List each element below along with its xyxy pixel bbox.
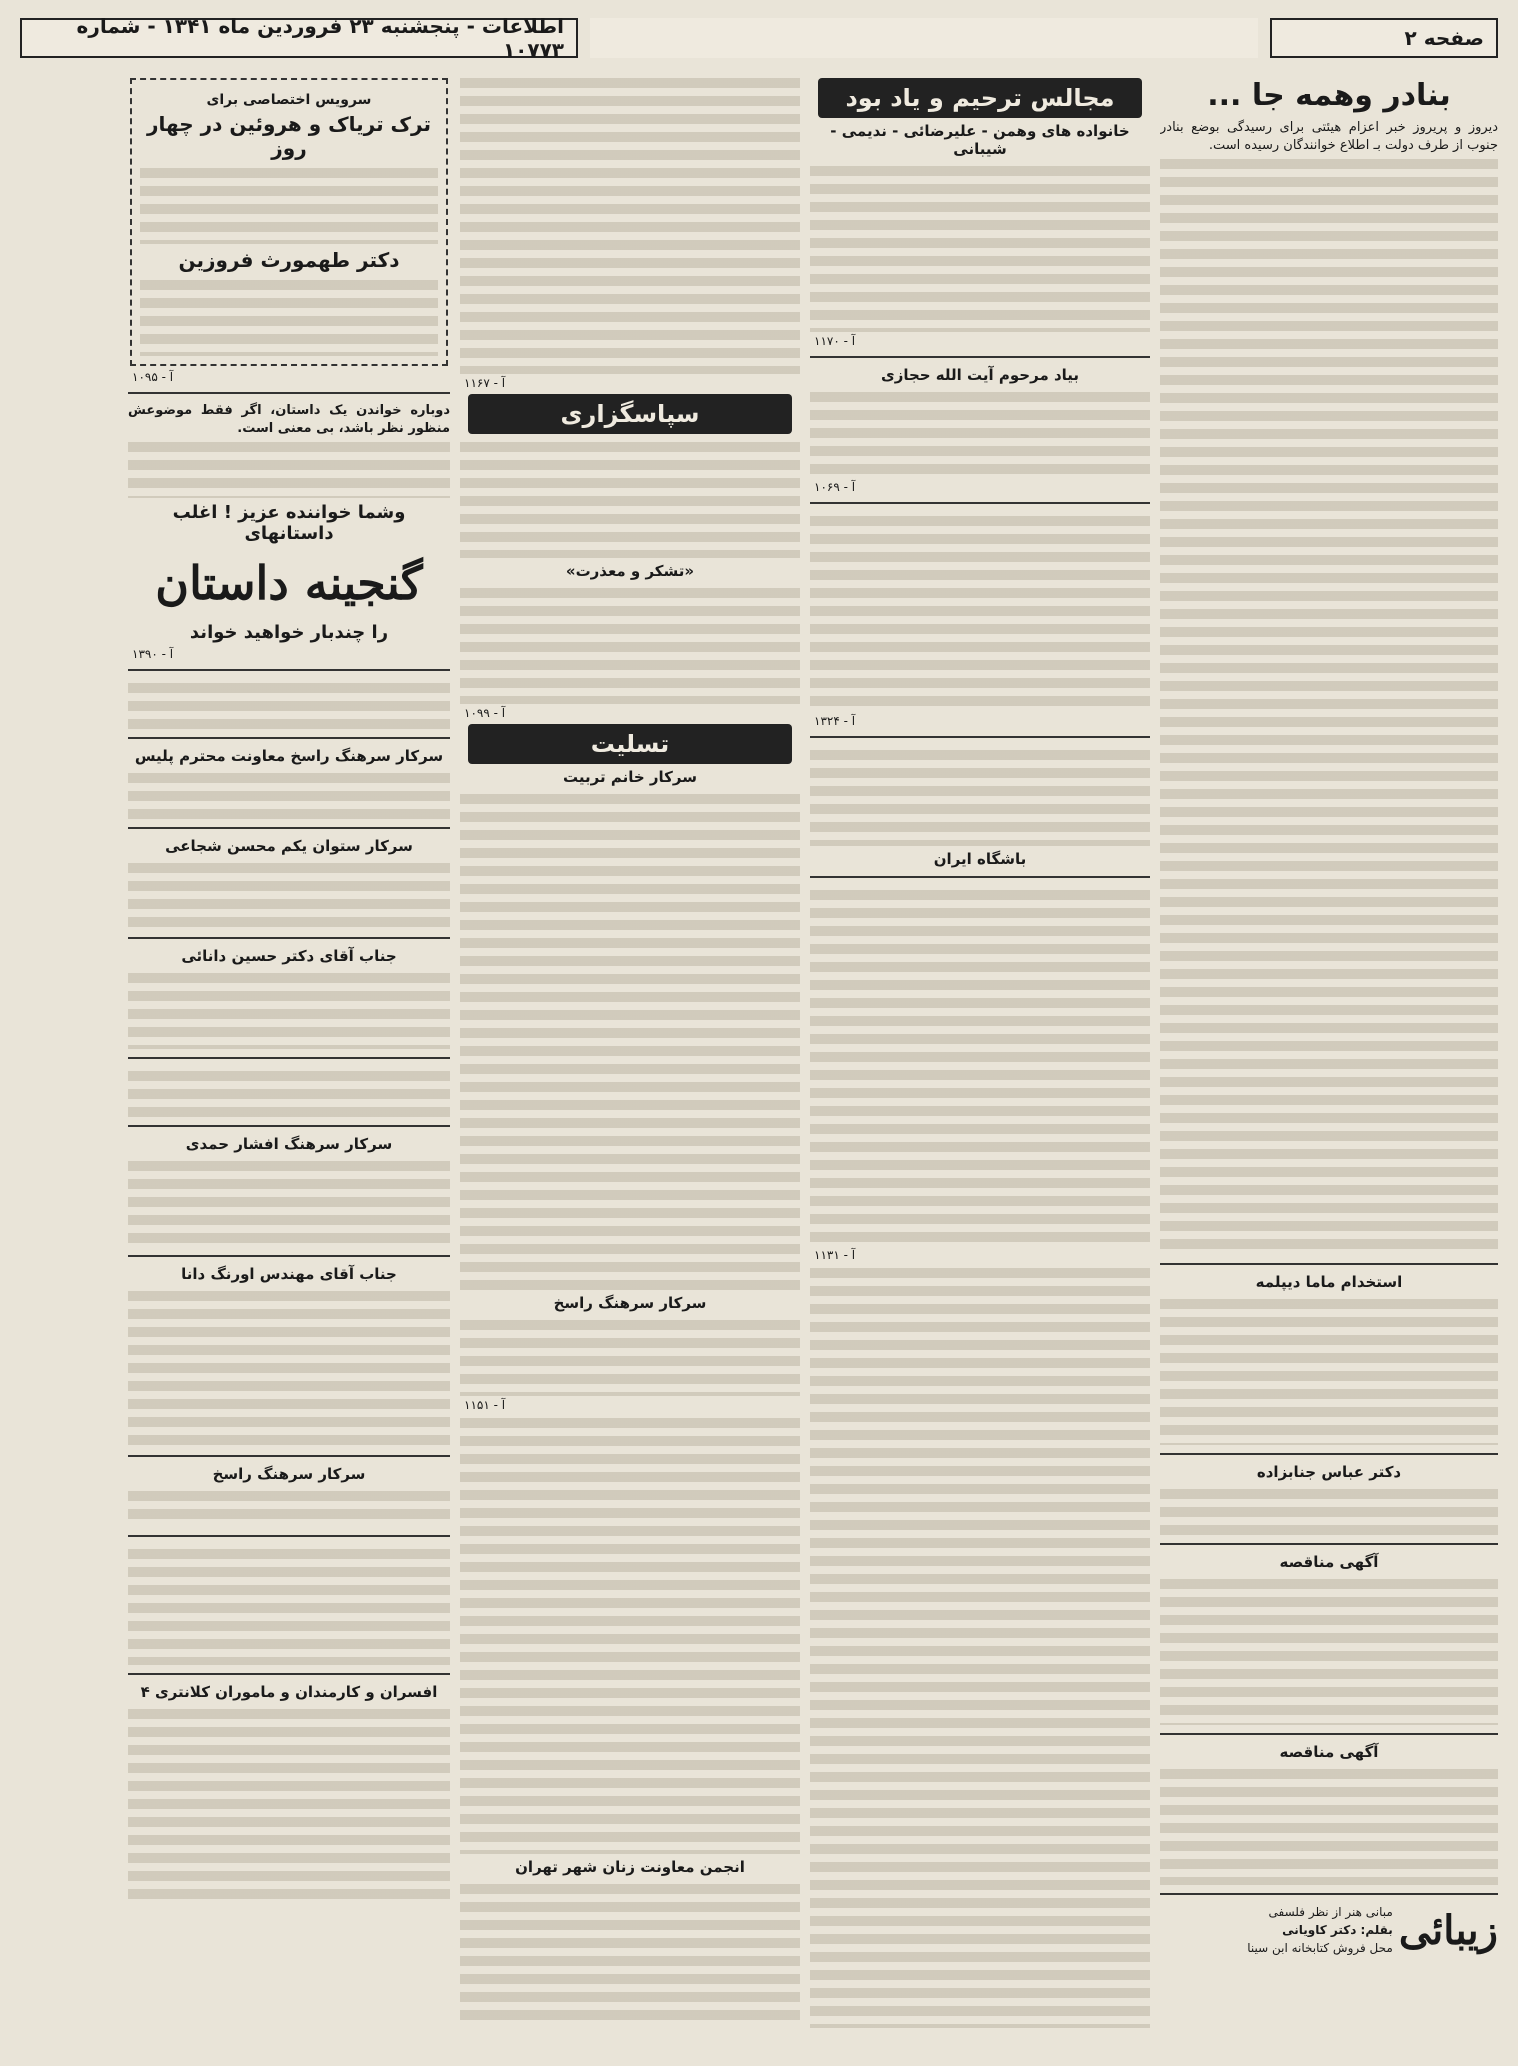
doctor-title: دکتر عباس جنابزاده	[1256, 1463, 1402, 1481]
tender2-title: آگهی مناقصه	[1279, 1743, 1379, 1761]
midwife-title: استخدام ماما دیپلمه	[1255, 1273, 1403, 1291]
newspaper-page	[20, 14, 1498, 2028]
doctor-body	[1160, 1485, 1498, 1535]
cond-code1: آ - ۱۱۶۷	[464, 376, 506, 390]
story-text: دوباره خواندن یک داستان، اگر فقط موضوعش منظور نظر باشد، بی معنی است.	[128, 403, 450, 436]
memorial-code1: آ - ۱۱۷۰	[814, 334, 856, 348]
book-line2: بقلم: دکتر کاویانی	[1282, 1923, 1393, 1937]
memorial-banner: مجالس ترحیم و یاد بود	[818, 78, 1142, 118]
ad-sub: سرویس اختصاصی برای	[206, 92, 372, 108]
ad-code2: آ - ۱۳۹۰	[132, 647, 174, 661]
condolence-banner: تسلیت	[468, 724, 792, 764]
col2-entry5: جناب آقای مهندس اورنگ دانا	[181, 1265, 397, 1283]
memorial-code3: آ - ۱۳۲۴	[814, 714, 856, 728]
cond-code2: آ - ۱۰۹۹	[464, 706, 506, 720]
midwife-body	[1160, 1295, 1498, 1445]
thanks-banner: سپاسگزاری	[468, 394, 792, 434]
tender1-title: آگهی مناقصه	[1279, 1553, 1379, 1571]
ad-title: ترک تریاک و هروئین در چهار روز	[147, 112, 431, 160]
col2-entry1: سرکار سرهنگ راسخ معاونت محترم پلیس	[134, 747, 444, 765]
column-editorial	[1160, 74, 1498, 2028]
book-ad	[1160, 1903, 1498, 1957]
brand-cta: را چندبار خواهید خواند	[189, 622, 389, 643]
book-line3: محل فروش کتابخانه ابن سینا	[1247, 1941, 1393, 1955]
col2-entry7: افسران و کارمندان و ماموران کلانتری ۴	[140, 1683, 438, 1701]
col2-entry6: سرکار سرهنگ راسخ	[212, 1465, 366, 1483]
memorial-code2: آ - ۱۰۶۹	[814, 480, 856, 494]
story-cta: وشما خواننده عزیز ! اغلب داستانهای	[172, 502, 406, 544]
editorial-intro: دیروز و پریروز خبر اعزام هیئتی برای رسیدگی بوضع بنادر جنوب از طرف دولت بـ اطلاع خوانندگان رسیده است.	[1160, 120, 1498, 153]
brand-title: گنجینه داستان	[155, 556, 423, 610]
ad-doctor: دکتر طهمورث فروزین	[178, 248, 400, 272]
cond-entry3: انجمن معاونت زنان شهر تهران	[515, 1858, 745, 1876]
memorial-entry2: بیاد مرحوم آیت الله حجازی	[880, 366, 1080, 384]
column-ads	[128, 74, 450, 2028]
page-number: صفحه ۲	[1270, 18, 1498, 58]
tender1-body	[1160, 1575, 1498, 1725]
cond-entry2: سرکار سرهنگ راسخ	[553, 1294, 707, 1312]
cond-code3: آ - ۱۱۵۱	[464, 1398, 506, 1412]
memorial-entry3: باشگاه ایران	[933, 850, 1027, 868]
col2-entry3: جناب آقای دکتر حسین دانائی	[181, 947, 397, 965]
cond-entry1: سرکار خانم تربیت	[563, 768, 697, 786]
memorial-code4: آ - ۱۱۳۱	[814, 1248, 856, 1262]
thanks-title: «تشکر و معذرت»	[565, 562, 695, 580]
editorial-title: بنادر وهمه جا ...	[1207, 78, 1451, 113]
col2-entry4: سرکار سرهنگ افشار حمدی	[185, 1135, 393, 1153]
book-title: زیبائی	[1398, 1906, 1498, 1954]
addiction-ad	[130, 78, 448, 366]
header-spacer	[590, 18, 1258, 58]
column-memorials	[810, 74, 1150, 2028]
memorial-entry1: خانواده های وهمن - علیرضائی - ندیمی - شیبانی	[830, 122, 1130, 158]
ad-code1: آ - ۱۰۹۵	[132, 370, 174, 384]
column-condolences	[460, 74, 800, 2028]
page-header	[20, 14, 1498, 62]
issue-meta: اطلاعات - پنجشنبه ۲۳ فروردین ماه ۱۳۴۱ - شماره ۱۰۷۷۳	[20, 18, 578, 58]
tender2-body	[1160, 1765, 1498, 1885]
editorial-body	[1160, 155, 1498, 1255]
col2-entry2: سرکار ستوان یکم محسن شجاعی	[165, 837, 413, 855]
book-line1: مبانی هنر از نظر فلسفی	[1268, 1905, 1393, 1919]
